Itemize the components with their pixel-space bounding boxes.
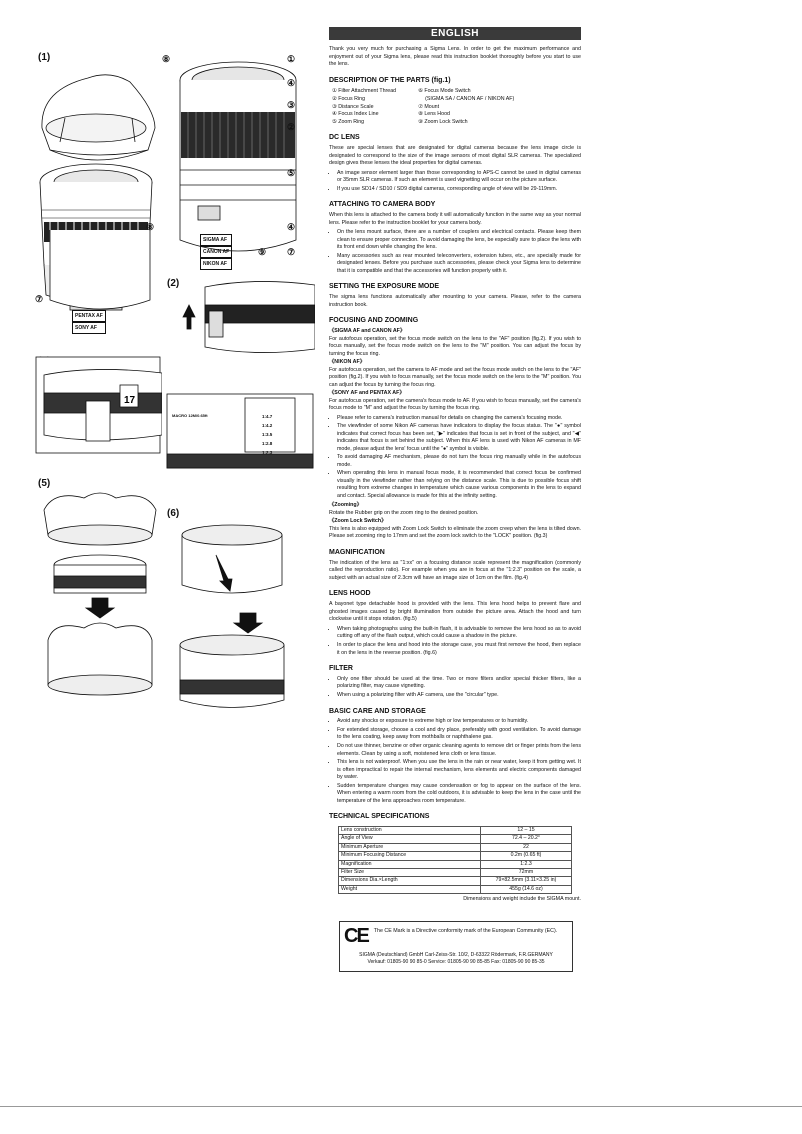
magnification-body: The indication of the lens as "1:xx" on a focusing distance scale represent the magnification (commonly called the reproduction ratio). For example when you are in focus at the "1:2.3" position on the scale, a subject with an actual size of 2.3cm will have an image size of 1cm on the film. (fig.4) — [329, 559, 581, 581]
parts-title: DESCRIPTION OF THE PARTS (fig.1) — [329, 76, 451, 84]
zooming-title: 《Zooming》 — [329, 502, 362, 509]
callout-9: ⑨ — [258, 247, 267, 257]
attach-title: ATTACHING TO CAMERA BODY — [329, 201, 436, 209]
callout-2: ② — [287, 122, 296, 132]
specs-note: Dimensions and weight include the SIGMA mount. — [463, 896, 581, 903]
part-item: ⑨ Zoom Lock Switch — [418, 118, 468, 125]
zooming-body: Rotate the Rubber grip on the zoom ring to the desired position. — [329, 509, 479, 516]
spec-label: Dimensions Dia.×Length — [339, 877, 481, 885]
list-item: • This lens is not waterproof. When you use the lens in the rain or near water, keep it from getting wet. It is often impractical to repair the internal mechanism, lens elements and electric components damaged by water. — [337, 759, 581, 782]
ce-mark-icon: CE — [344, 924, 368, 947]
table-row — [339, 843, 572, 851]
callout-4b: ④ — [287, 222, 296, 232]
parts-list — [332, 88, 581, 126]
list-item: • When using a polarizing filter with AF camera, use the "circular" type. — [337, 692, 581, 700]
language-banner: ENGLISH — [329, 27, 581, 40]
mount-nikon-af: NIKON AF — [200, 258, 232, 270]
address-line: SIGMA (Deutschland) GmbH Carl-Zeiss-Str. 10/2, D-63322 Rödermark, F.R.GERMANY — [359, 951, 553, 958]
list-item: • Many accessories such as rear mounted teleconverters, extension tubes, etc., are specially made for designated lenses. Before you purchase such accessories, please check your Sigma lens to determine that it is compatible and that the accessories will function properly with it. — [337, 253, 581, 276]
scale-2: 1:4.2 — [262, 423, 273, 428]
table-row — [339, 869, 572, 877]
part-item: ⑤ Zoom Ring — [332, 118, 365, 125]
list-item: • When operating this lens in manual focus mode, it is recommended that correct focus be confirmed visually in the viewfinder rather than relying on the distance scale. This is due to possible focus shift resulting from extreme changes in temperature which cause various components in the lens to expand and contact. Special allowance is made for this at the infinity setting. — [337, 470, 581, 500]
magnification-title: MAGNIFICATION — [329, 548, 385, 556]
spec-label: Magnification — [339, 860, 481, 868]
fig5-hood-attach-illustration — [34, 480, 166, 705]
part-item: ② Focus Ring — [332, 96, 366, 102]
fig2-focus-switch-illustration — [165, 275, 315, 355]
exposure-title: SETTING THE EXPOSURE MODE — [329, 283, 440, 291]
fig4-scale-values — [262, 412, 272, 457]
callout-4: ④ — [287, 78, 296, 88]
callout-1: ① — [287, 54, 296, 64]
spec-label: Weight — [339, 885, 481, 893]
filter-bullets — [329, 676, 581, 700]
list-item: • In order to place the lens and hood into the storage case, you must first remove the hood, then replace it on the lens in the reverse position. (fig.6) — [337, 642, 581, 657]
spec-label: Minimum Aperture — [339, 843, 481, 851]
spec-value: 22 — [481, 843, 572, 851]
list-item: • Sudden temperature changes may cause condensation or fog to appear on the surface of the lens. When entering a warm room from the cold outdoors, it is advisable to keep the lens in the case until the temperature of the lens approaches room temperature. — [337, 783, 581, 806]
spec-value: 0.2m (0.65 ft) — [481, 852, 572, 860]
focus-body-sigma: For autofocus operation, set the focus mode switch on the lens to the "AF" position (fig.2). If you wish to focus manually, set the focus mode switch on the lens to the "M" position. You can adjust the focus by turning the focus ring. — [329, 335, 581, 357]
parts-right — [418, 88, 514, 126]
list-item: • On the lens mount surface, there are a number of couplers and electrical contacts. Please keep them clean to ensure proper connection. To avoid damaging the lens, be especially sure to place the lens with its front end down while changing the lens. — [337, 229, 581, 252]
list-item: • An image sensor element larger than those corresponding to APS-C cannot be used in digital cameras or 35mm SLR cameras. If such an element is used vignetting will occur on the picture surface. — [337, 170, 581, 185]
zoom-lock-title: 《Zoom Lock Switch》 — [329, 518, 387, 525]
hood-bullets — [329, 626, 581, 657]
list-item: • For extended storage, choose a cool and dry place, preferably with good ventilation. To avoid damage to the lens coating, keep away from mothballs or naphthalene gas. — [337, 727, 581, 742]
callout-8b: ⑧ — [146, 222, 155, 232]
instructions-column — [329, 27, 581, 972]
spec-value: 12 – 15 — [481, 827, 572, 835]
figure-column — [0, 0, 320, 1134]
parts-left — [332, 88, 396, 126]
dc-title: DC LENS — [329, 134, 360, 142]
focus-body-nikon: For autofocus operation, set the camera to AF mode and set the focus mode switch on the lens to the "AF" position (fig.2). If you wish to focus manually, set the focus mode switch on the lens to the "M" position. You can adjust the focus by turning the focus ring. — [329, 366, 581, 388]
ce-row — [344, 924, 568, 947]
fig6-hood-reverse-illustration — [170, 505, 295, 710]
callout-8: ⑧ — [162, 54, 171, 64]
table-row — [339, 827, 572, 835]
mount-label-group — [200, 234, 232, 270]
list-item: • If you use SD14 / SD10 / SD9 digital cameras, corresponding angle of view will be 29-119mm. — [337, 186, 581, 194]
scale-5: 1:2.3 — [262, 450, 273, 455]
focus-sub-sony: 《SONY AF and PENTAX AF》 — [329, 390, 405, 397]
company-address — [344, 952, 568, 967]
spec-value: 1:2.3 — [481, 860, 572, 868]
table-row — [339, 860, 572, 868]
care-bullets — [329, 718, 581, 805]
list-item: • To avoid damaging AF mechanism, please do not turn the focus ring manually while in the autofocus mode. — [337, 454, 581, 469]
mount-label-group-2 — [72, 310, 106, 334]
list-item: • The viewfinder of some Nikon AF cameras have indicators to display the focus status. The "●" symbol indicates that correct focus has been set, "▶" indicates that focus is set in front of the subject, and "◀" indicates that focus is set behind the subject. When this AF lens is used with Nikon AF cameras in MF mode, please adjust the lens' focus until the "●" symbol is visible. — [337, 423, 581, 453]
intro-paragraph: Thank you very much for purchasing a Sigma Lens. In order to get the maximum performance and enjoyment out of your Sigma lens, please read this instruction booklet thoroughly before you start to use the lens. — [329, 46, 581, 68]
part-item: ③ Distance Scale — [332, 103, 374, 110]
fig5-label: (5) — [38, 478, 51, 489]
spec-value: 455g (14.6 oz) — [481, 885, 572, 893]
mount-canon-af: CANON AF — [200, 246, 232, 258]
part-item: ① Filter Attachment Thread — [332, 88, 397, 95]
mount-sigma-af: SIGMA AF — [200, 234, 232, 246]
focus-sub-sigma: 《SIGMA AF and CANON AF》 — [329, 328, 406, 335]
part-item: ⑦ Mount — [418, 103, 440, 110]
fig3-zoom-lock-illustration — [34, 355, 162, 455]
attach-body: When this lens is attached to the camera body it will automatically function in the same way as your normal lens. Please refer to the instruction booklet for your camera body. — [329, 212, 581, 226]
scale-1: 1:4.7 — [262, 414, 273, 419]
spec-value: 72mm — [481, 869, 572, 877]
part-item: ④ Focus Index Line — [332, 111, 379, 118]
dc-body: These are special lenses that are designated for digital cameras because the lens image circle is designated to correspond to the size of the image sensors of most digital SLR cameras. The specialized design gives these lenses the ideal properties for digital cameras. — [329, 145, 581, 167]
focus-title: FOCUSING AND ZOOMING — [329, 317, 419, 325]
dc-bullets — [329, 170, 581, 194]
mount-sony-af: SONY AF — [72, 322, 106, 334]
callout-5: ⑤ — [287, 168, 296, 178]
list-item: • Avoid any shocks or exposure to extreme high or low temperatures or to humidity. — [337, 718, 581, 726]
list-item: • Do not use thinner, benzine or other organic cleaning agents to remove dirt or finger prints from the lens elements. Clean by using a soft, moistened lens cloth or lens tissue. — [337, 743, 581, 758]
specs-title: TECHNICAL SPECIFICATIONS — [329, 813, 430, 821]
fig4-magnification-scale-illustration — [165, 392, 315, 470]
spec-value: 72.4 – 20.2° — [481, 835, 572, 843]
spec-label: Filter Size — [339, 869, 481, 877]
callout-7b: ⑦ — [35, 294, 44, 304]
part-item: ⑧ Lens Hood — [418, 111, 450, 118]
fig2-label: (2) — [167, 278, 180, 289]
hood-body: A bayonet type detachable hood is provided with the lens. This lens hood helps to prevent flare and ghosted images caused by bright illumination from outside the picture area. Attach the hood and turn clockwise until it stops rotation. (fig.5) — [329, 601, 581, 623]
list-item: • Only one filter should be used at the time. Two or more filters and/or special thicker filters, like a polarizing filter, may cause vignetting. — [337, 676, 581, 691]
part-item: (SIGMA SA / CANON AF / NIKON AF) — [425, 96, 515, 102]
fig4-macro-text: MACRO 12M/0.65ft — [172, 413, 208, 418]
specs-table — [338, 826, 572, 894]
ce-text: The CE Mark is a Directive conformity mark of the European Community (EC). — [373, 927, 558, 934]
callout-3: ③ — [287, 100, 296, 110]
table-row — [339, 877, 572, 885]
page-bottom-rule — [0, 1106, 802, 1107]
spec-value: 79×82.5mm (3.11×3.25 in) — [481, 877, 572, 885]
mount-pentax-af: PENTAX AF — [72, 310, 106, 322]
part-item: ⑥ Focus Mode Switch — [418, 88, 471, 95]
scale-4: 1:2.8 — [262, 441, 273, 446]
table-row — [339, 835, 572, 843]
hood-title: LENS HOOD — [329, 590, 371, 598]
focus-body-sony: For autofocus operation, set the camera's focus mode to AF. If you wish to focus manually, set the camera's focus mode to "M" and adjust the focus by turning the focus ring. — [329, 397, 581, 412]
focus-sub-nikon: 《NIKON AF》 — [329, 359, 365, 366]
zoom-lock-body: This lens is also equipped with Zoom Lock Switch to eliminate the zoom creep when the lens is tilted down. Please set zooming ring to 17mm and set the zoom lock switch to the "LOCK" position. (fig.3) — [329, 525, 581, 540]
spec-label: Angle of View — [339, 835, 481, 843]
contact-line: Verkauf: 01805-90 90 85-0 Service: 01805-90 90 85-85 Fax: 01805-90 90 85-35 — [367, 959, 545, 966]
list-item: • Please refer to camera's instruction manual for details on changing the camera's focusing mode. — [337, 415, 581, 423]
care-title: BASIC CARE AND STORAGE — [329, 707, 426, 715]
focus-bullets — [329, 415, 581, 501]
fig6-label: (6) — [167, 508, 180, 519]
filter-title: FILTER — [329, 665, 353, 673]
spec-label: Lens construction — [339, 827, 481, 835]
attach-bullets — [329, 229, 581, 275]
table-row — [339, 885, 572, 893]
fig1-label: (1) — [38, 52, 51, 63]
exposure-body: The sigma lens functions automatically after mounting to your camera. Please, refer to the camera instruction book. — [329, 294, 581, 308]
ce-notice-box — [339, 921, 573, 972]
list-item: • When taking photographs using the built-in flash, it is advisable to remove the lens hood so as to avoid cutting off any of the flash output, which could cause a shadow in the picture. — [337, 626, 581, 641]
scale-3: 1:3.5 — [262, 432, 273, 437]
fig3-zoom-17: 17 — [124, 395, 136, 406]
spec-label: Minimum Focusing Distance — [339, 852, 481, 860]
callout-7: ⑦ — [287, 247, 296, 257]
table-row — [339, 852, 572, 860]
